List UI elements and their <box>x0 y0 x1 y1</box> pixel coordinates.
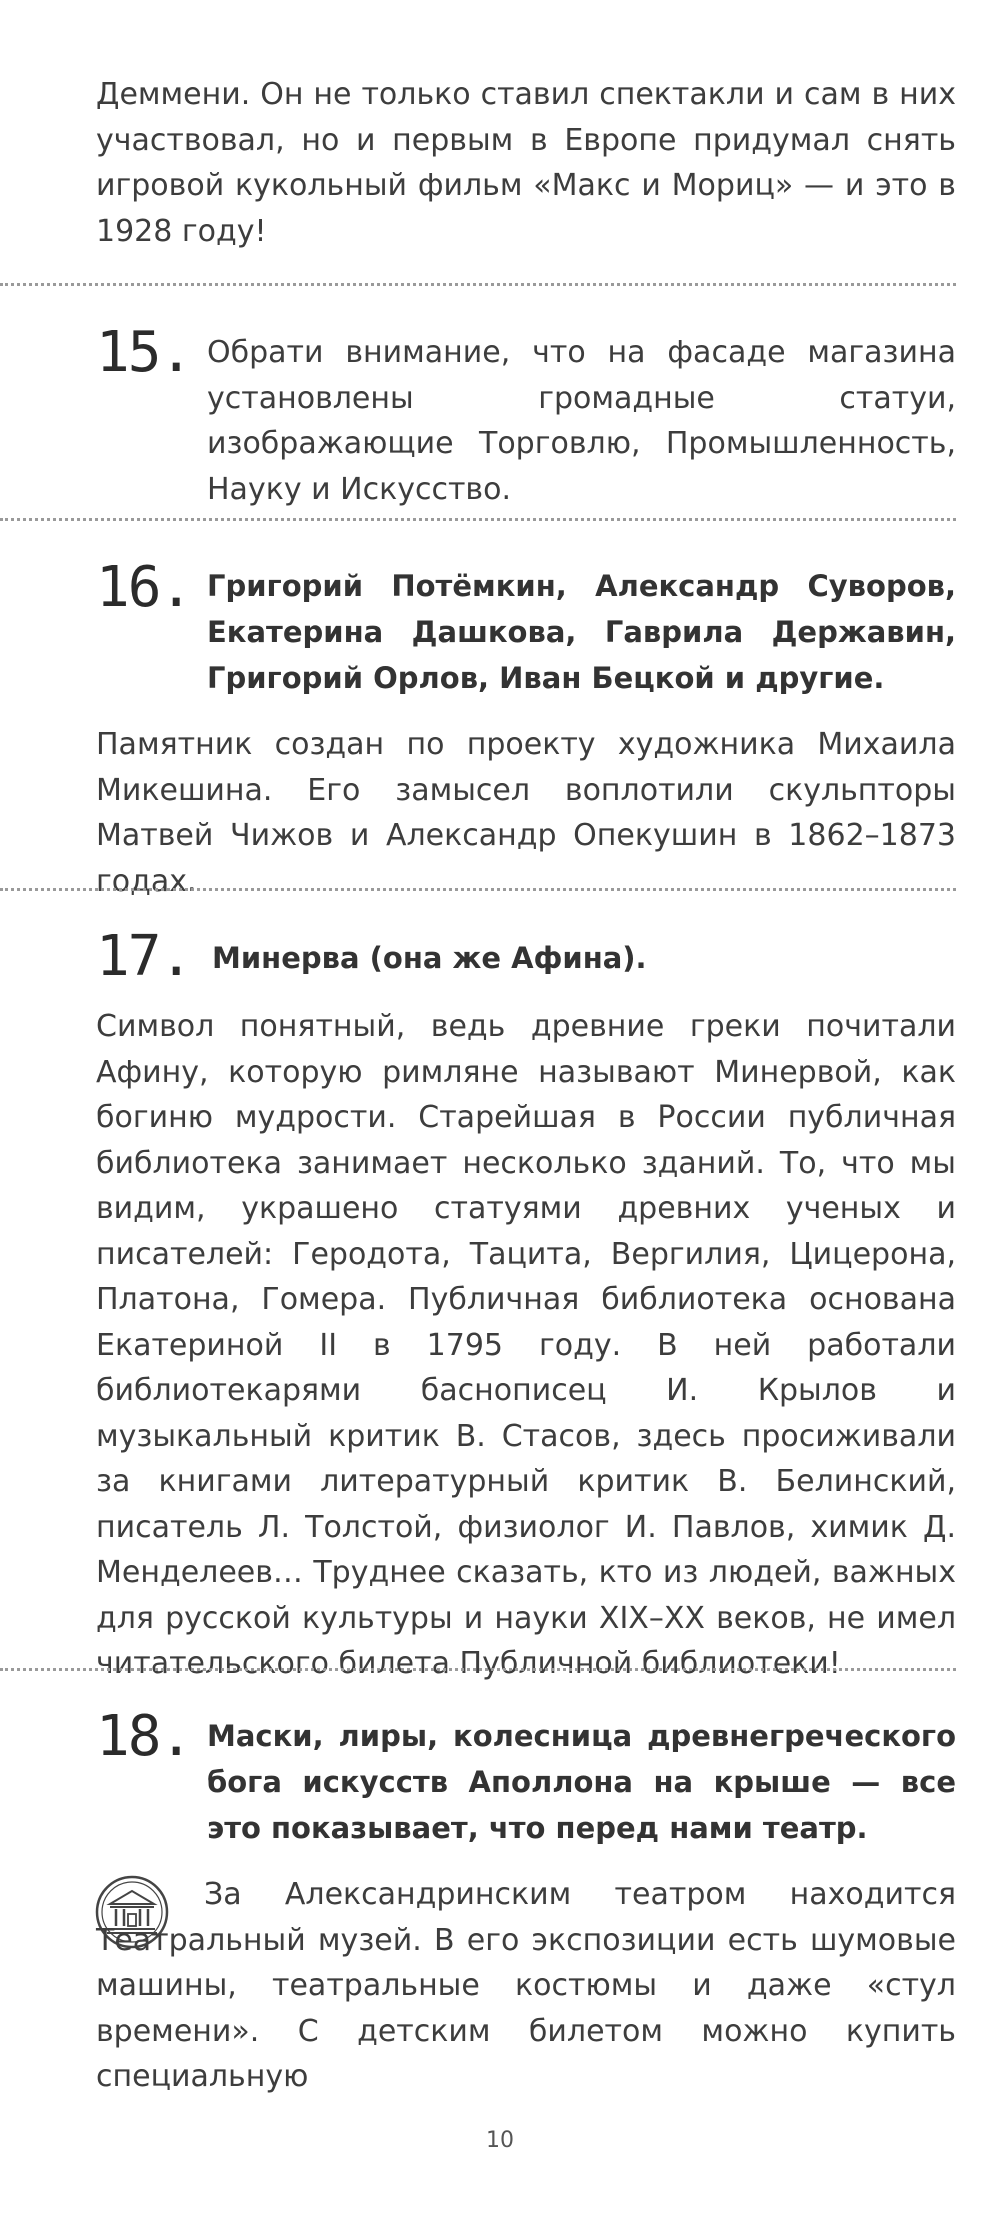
item-number-17: 17. <box>96 924 192 989</box>
item-15-text: Обрати внимание, что на фасаде магазина установлены громадные статуи, изображающие Торговлю, Промышленность, Науку и Искусство. <box>207 335 956 507</box>
page-number: 10 <box>486 2128 514 2153</box>
item-number-16: 16. <box>96 555 192 620</box>
item-number-18: 18. <box>96 1704 192 1769</box>
item-16-heading: Григорий Потёмкин, Александр Суворов, Екатерина Дашкова, Гаврила Державин, Григорий Орлов, Иван Бецкой и другие. <box>207 569 956 695</box>
divider <box>0 888 956 891</box>
item-number-15: 15. <box>96 320 192 385</box>
item-18-text: За Александринским театром находится Театральный музей. В его экспозиции есть шумовые машины, театральные костюмы и даже «стул времени». С детским билетом можно купить специальную <box>96 1877 956 2094</box>
intro-paragraph: Деммени. Он не только ставил спектакли и сам в них участвовал, но и первым в Европе придумал снять игровой кукольный фильм «Макс и Мориц» — и это в 1928 году! <box>96 77 956 249</box>
item-17-text: Символ понятный, ведь древние греки почитали Афину, которую римляне называют Минервой, как богиню мудрости. Старейшая в России публичная библиотека занимает несколько зданий. То, что мы видим, украшено статуями древних ученых и писателей: Геродота, Тацита, Вергилия, Цицерона, Платона, Гомера. Публичная библиотека основана Екатериной II в 1795 году. В ней работали библиотекарями баснописец И. Крылов и музыкальный критик В. Стасов, здесь просиживали за книгами литературный критик В. Белинский, писатель Л. Толстой, физиолог И. Павлов, химик Д. Менделеев… Труднее сказать, кто из людей, важных для русской культуры и науки XIX–XX веков, не имел читательского билета Публичной библиотеки! <box>96 1009 956 1681</box>
item-17-heading: Минерва (она же Афина). <box>212 941 647 975</box>
divider <box>0 283 956 286</box>
item-16-text: Памятник создан по проекту художника Михаила Микешина. Его замысел воплотили скульпторы Матвей Чижов и Александр Опекушин в 1862–1873 годах. <box>96 727 956 899</box>
divider <box>0 1668 956 1671</box>
item-18-heading: Маски, лиры, колесница древнегреческого бога искусств Аполлона на крыше — все это показывает, что перед нами театр. <box>207 1719 956 1845</box>
item-18-body <box>96 1872 956 2100</box>
divider <box>0 518 956 521</box>
